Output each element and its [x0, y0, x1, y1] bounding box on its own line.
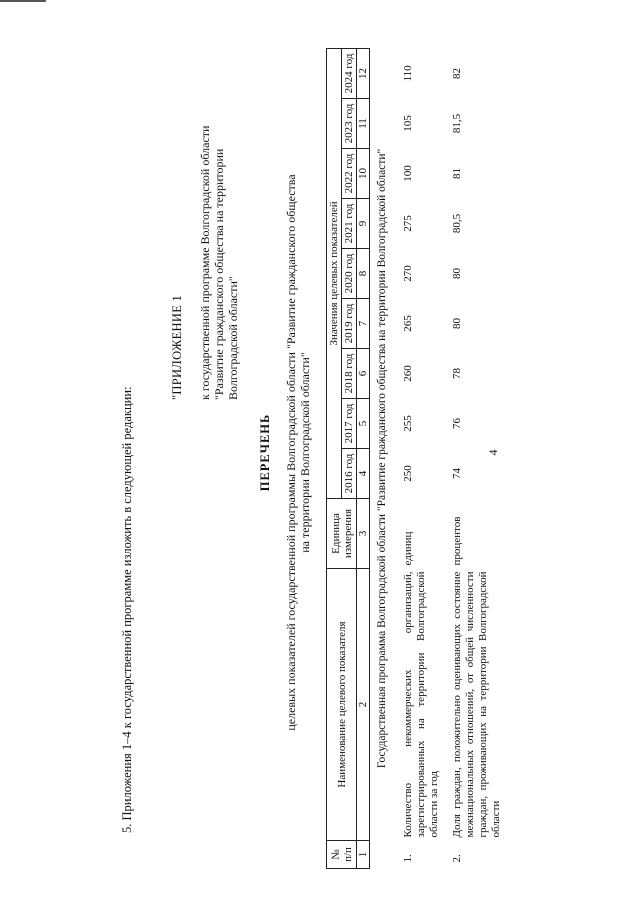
list-title: ПЕРЕЧЕНЬ: [258, 413, 272, 492]
column-number: 7: [357, 299, 370, 349]
indicator-value: 78: [451, 368, 463, 379]
column-number: 4: [357, 449, 370, 499]
subtitle-line: целевых показателей государственной программы Волгоградской области "Развитие гражданского общества: [284, 174, 298, 731]
indicator-unit: единиц: [402, 531, 414, 566]
column-number-row: [357, 48, 370, 868]
appendix-ref-line: к государственной программе Волгоградской области: [198, 125, 212, 400]
column-number: 3: [357, 499, 370, 569]
col-header-year: 2024 год: [342, 48, 357, 98]
indicator-value: 80,5: [451, 213, 463, 234]
col-header-name: Наименование целевого показателя: [327, 569, 357, 841]
col-header-year: 2023 год: [342, 99, 357, 149]
indicator-value: 76: [451, 418, 463, 429]
col-header-no: № п/п: [327, 841, 357, 869]
indicator-value: 100: [402, 165, 414, 182]
column-number: 5: [357, 399, 370, 449]
indicator-name: Количество некоммерческих организаций, зарегистрированных на территории Волгоградской области за год: [402, 571, 440, 838]
column-number: 6: [357, 349, 370, 399]
indicator-value: 265: [402, 315, 414, 332]
column-number: 11: [357, 99, 370, 149]
column-number: 12: [357, 48, 370, 98]
row-number: 1.: [402, 854, 414, 863]
col-header-year: 2016 год: [342, 449, 357, 499]
indicator-value: 80: [451, 268, 463, 279]
indicator-value: 81: [451, 168, 463, 179]
header-row-1: [327, 48, 342, 868]
row-number: 2.: [451, 854, 463, 863]
col-header-year: 2022 год: [342, 149, 357, 199]
appendix-ref-line: "Развитие гражданского общества на территории: [212, 148, 226, 400]
indicator-name: Доля граждан, положительно оценивающих состояние межнациональных отношений, от общей численности граждан, проживающих на территории Волгоградской области: [451, 571, 502, 838]
col-header-year: 2021 год: [342, 199, 357, 249]
intro-paragraph: 5. Приложения 1–4 к государственной программе изложить в следующей редакции:: [120, 386, 134, 833]
indicator-value: 74: [451, 468, 463, 479]
indicator-value: 81,5: [451, 113, 463, 134]
col-header-year: 2018 год: [342, 349, 357, 399]
page-number: 4: [486, 449, 500, 456]
indicator-value: 270: [402, 265, 414, 282]
indicator-value: 110: [402, 65, 414, 82]
appendix-ref-line: Волгоградской области": [226, 276, 240, 400]
section-title: Государственная программа Волгоградской области "Развитие гражданского общества на территории Волгоградской области": [376, 148, 388, 769]
section-row: [370, 48, 397, 868]
col-header-year: 2020 год: [342, 249, 357, 299]
table-row: [396, 48, 445, 868]
indicator-value: 275: [402, 215, 414, 232]
appendix-reference: [198, 126, 240, 400]
list-subtitle: [284, 0, 312, 905]
table-row: [445, 48, 507, 868]
indicator-value: 255: [402, 415, 414, 432]
indicator-value: 80: [451, 318, 463, 329]
column-number: 9: [357, 199, 370, 249]
indicator-value: 105: [402, 115, 414, 132]
col-header-values-group: Значения целевых показателей: [327, 48, 342, 498]
indicator-value: 82: [451, 67, 463, 79]
column-number: 10: [357, 149, 370, 199]
col-header-year: 2019 год: [342, 299, 357, 349]
indicator-unit: процентов: [451, 516, 463, 566]
indicator-value: 260: [402, 365, 414, 382]
col-header-unit: Единица измерения: [327, 499, 357, 569]
column-number: 2: [357, 569, 370, 841]
column-number: 1: [357, 841, 370, 869]
appendix-title: "ПРИЛОЖЕНИЕ 1: [170, 294, 184, 400]
indicators-table: [326, 48, 507, 869]
indicator-value: 250: [402, 465, 414, 482]
col-header-year: 2017 год: [342, 399, 357, 449]
subtitle-line: на территории Волгоградской области": [298, 352, 312, 553]
column-number: 8: [357, 249, 370, 299]
